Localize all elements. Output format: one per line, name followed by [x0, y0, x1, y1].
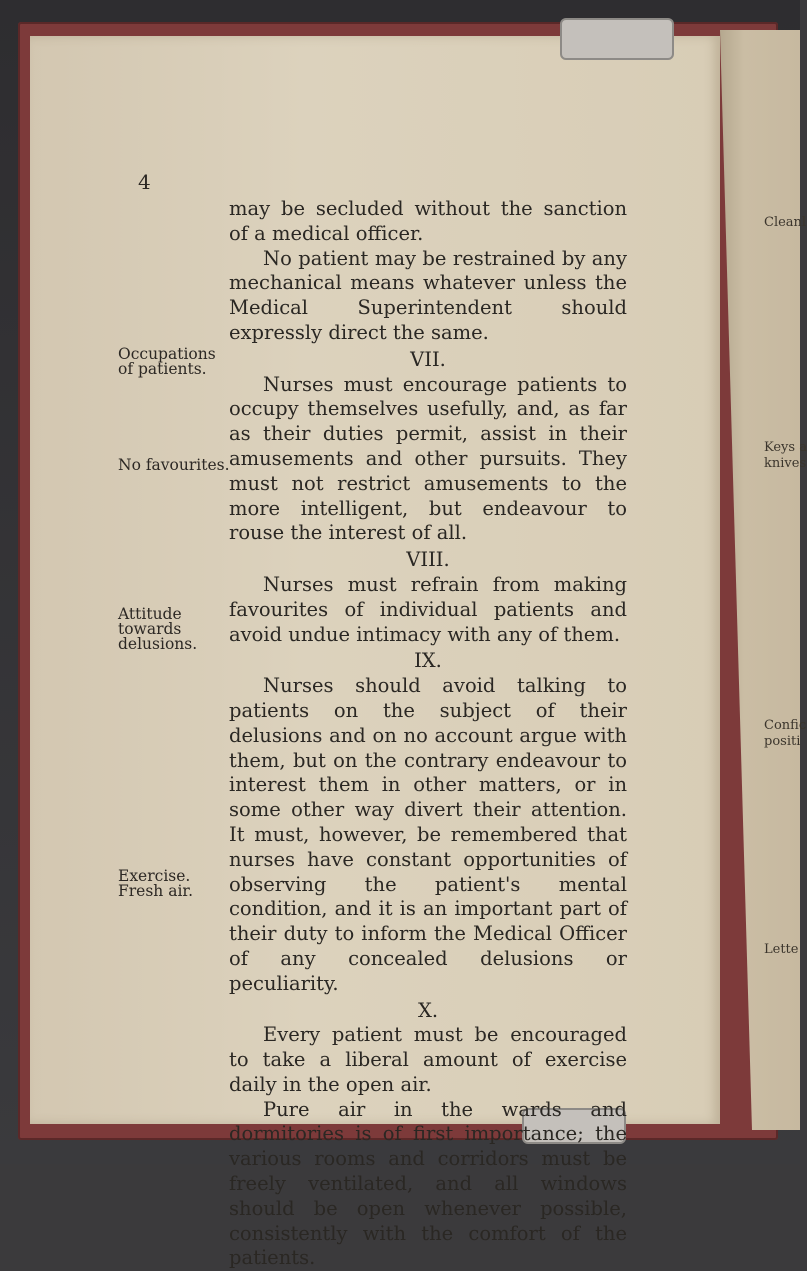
paragraph: Pure air in the wards and dormitories is of first importance; the various rooms and corridors must be freely ventilated, and all windows should be open whenever possible, consistently with the comfort of the patients. [229, 1097, 627, 1270]
paragraph: No patient may be restrained by any mechanical means whatever unless the Medical Superintendent should expressly direct the same. [229, 246, 627, 344]
paragraph: may be secluded without the sanction of a medical officer. [229, 197, 627, 245]
section-heading: VII. [410, 347, 446, 371]
margin-note-exercise: Exercise. Fresh air. [118, 867, 194, 900]
top-clasp [560, 18, 674, 60]
next-page-margin-note: positi [764, 734, 801, 749]
next-page-margin-note: Cleanl [764, 215, 807, 230]
next-page-margin-note: Lette [764, 942, 799, 957]
next-page-margin-note: knives [764, 456, 807, 471]
margin-note-occupations: Occupations of patients. [118, 345, 216, 378]
section-heading: X. [417, 998, 439, 1022]
main-text [229, 197, 627, 1271]
margin-note-attitude: Attitude towards delusions. [118, 605, 198, 653]
section-heading: VIII. [406, 548, 450, 572]
margin-note-favourites: No favourites. [118, 456, 230, 474]
paragraph: Nurses must encourage patients to occupy themselves usefully, and, as far as their duties permit, assist in their amusements and other pursuits. They must not restrict amusements to the more intelligent, but endeavour to rouse the interest of all. [229, 372, 627, 545]
paragraph: Nurses should avoid talking to patients on the subject of their delusions and on no account argue with them, but on the contrary endeavour to interest them in other matters, or in some other way divert their attention. It must, however, be remembered that nurses have constant opportunities of observing the patient's mental condition, and it is an important part of their duty to inform the Medical Officer of any concealed delusions or peculiarity. [229, 674, 627, 995]
next-page-margin-note: Keys a [764, 440, 807, 455]
page-number: 4 [138, 170, 151, 194]
next-page-margin-note: Confic [764, 718, 807, 733]
section-heading: IX. [414, 649, 442, 673]
paragraph: Every patient must be encouraged to take a liberal amount of exercise daily in the open air. [229, 1023, 627, 1096]
paragraph: Nurses must refrain from making favourites of individual patients and avoid undue intimacy with any of them. [229, 572, 627, 646]
